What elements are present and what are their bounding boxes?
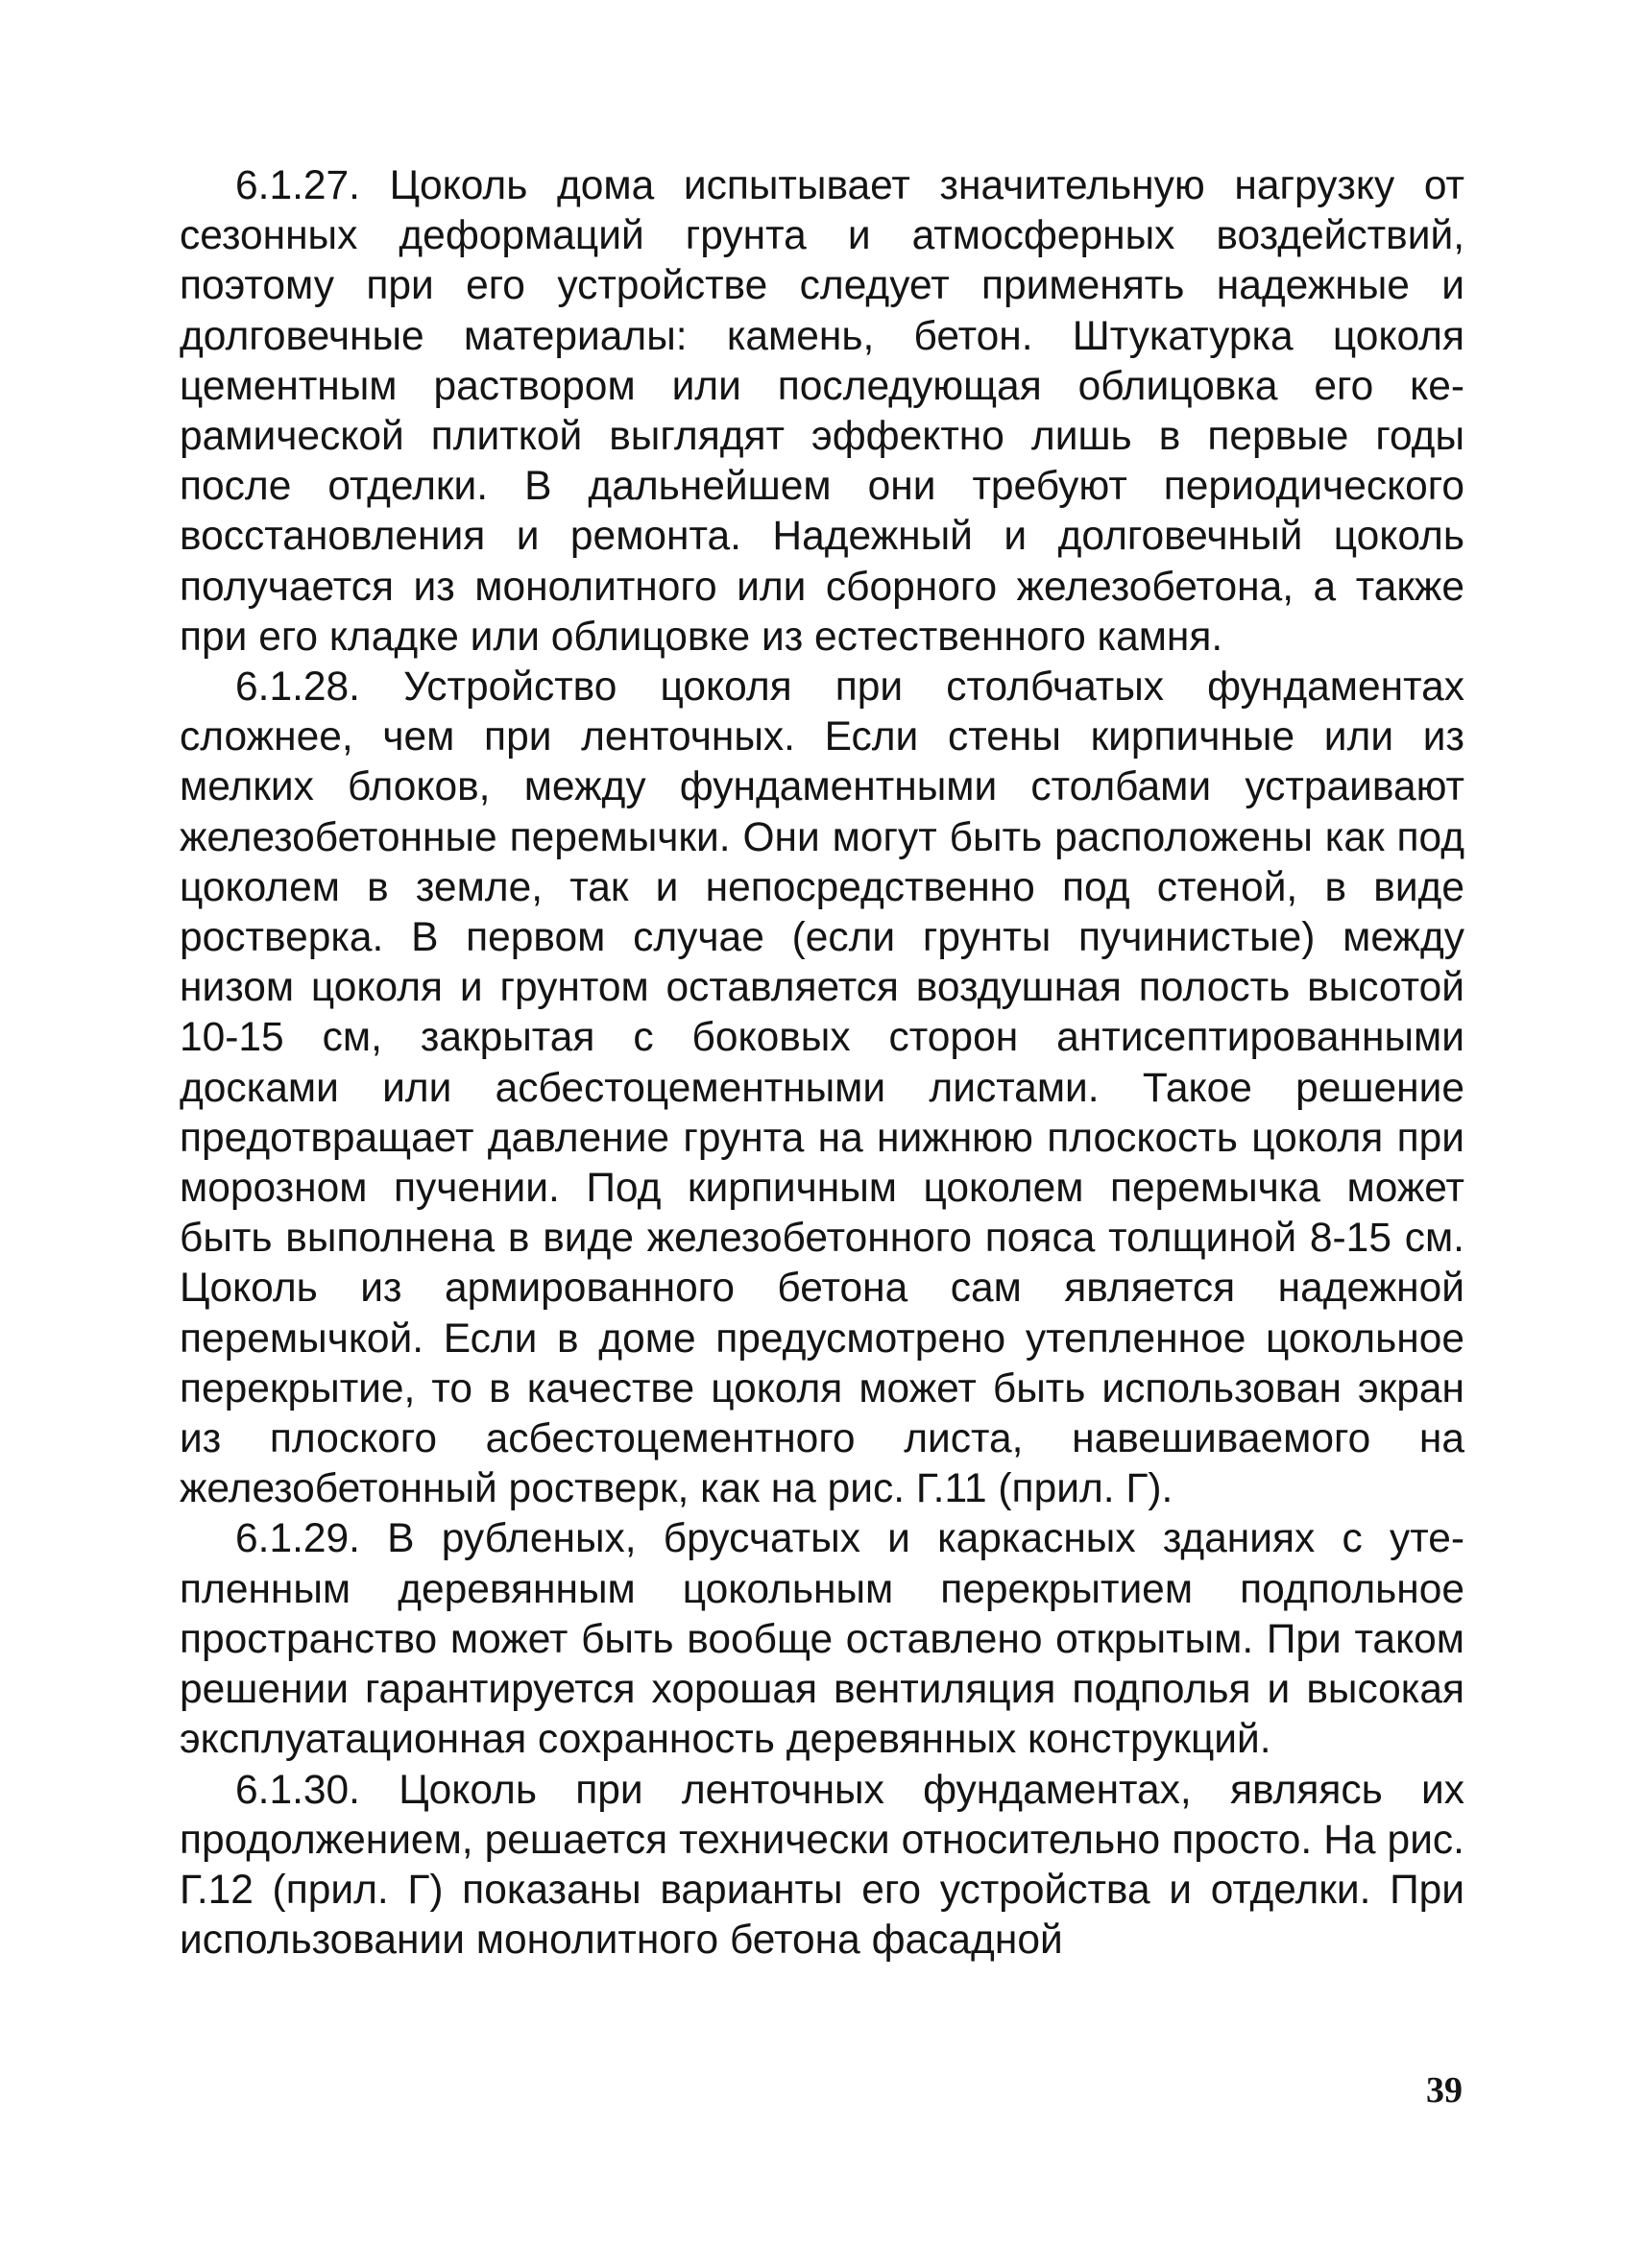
paragraph-6-1-30: 6.1.30. Цоколь при ленточных фундаментах, являясь их продолжением, решается технически относительно просто. На рис. Г.12 (прил. Г) показаны варианты его устройства и отделки. При использовании монолитного бетона фасадной bbox=[180, 1767, 1464, 1964]
page-number: 39 bbox=[1426, 2070, 1463, 2111]
paragraph-6-1-28: 6.1.28. Устройство цоколя при столбчатых фундаментах сложнее, чем при ленточных. Если стены кирпичные или из мелких блоков, между фундаментными столбами устраивают железобетонные перемычки. Они могут быть расположены как под цоколем в земле, так и непосредственно под стеной, в виде ростверка. В первом случае (если грунты пучинистые) между низом цоколя и грунтом оставляется воздушная полость высотой 10-15 см, закрытая с боковых сторон антисептированными досками или асбестоцементными листами. Такое решение предотвращает давление грунта на нижнюю плоскость цоколя при морозном пучении. Под кирпичным цоколем перемычка может быть выполнена в виде железобетонного пояса толщиной 8-15 см. Цоколь из армированного бетона сам является надежной перемычкой. Если в доме предусмотрено утепленное цокольное перекрытие, то в качестве цоколя может быть использован экран из плоского асбестоцементного листа, навешиваемого на железобетонный ростверк, как на рис. Г.11 (прил. Г). bbox=[180, 664, 1464, 1512]
page-body bbox=[180, 161, 1464, 1966]
paragraph-6-1-27: 6.1.27. Цоколь дома испытывает значительную нагрузку от сезонных деформаций грунта и атмосферных воздействий, поэтому при его устройстве следует применять надежные и долговечные материалы: камень, бетон. Штукатурка цоколя цементным раствором или последующая облицовка его керамической плиткой выглядят эффектно лишь в первые годы после отделки. В дальнейшем они требуют периодического восстановления и ремонта. Надежный и долговечный цоколь получается из монолитного или сборного железобетона, а также при его кладке или облицовке из естественного камня. bbox=[180, 163, 1464, 660]
paragraph-6-1-29: 6.1.29. В рубленых, брусчатых и каркасных зданиях с утепленным деревянным цокольным перекрытием подпольное пространство может быть вообще оставлено открытым. При таком решении гарантируется хорошая вентиляция подполья и высокая эксплуатационная сохранность деревянных конструкций. bbox=[180, 1516, 1464, 1763]
